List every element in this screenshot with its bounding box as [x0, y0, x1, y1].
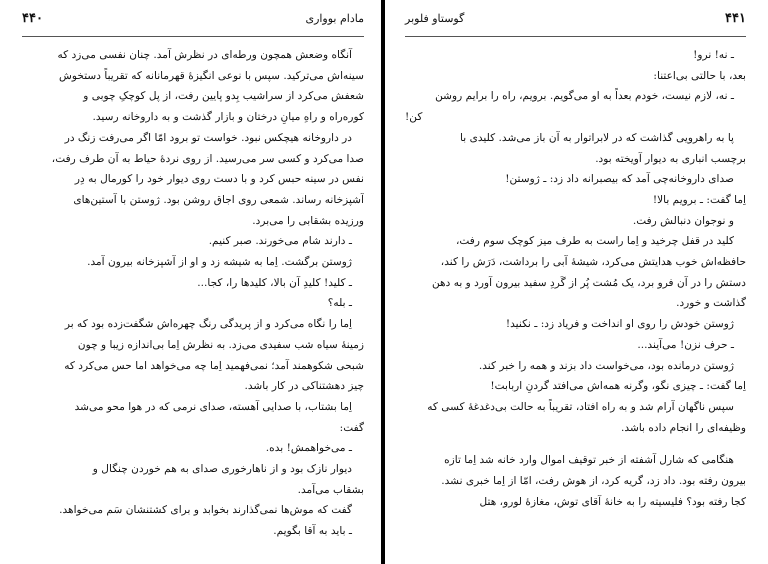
left-page-title: مادام بوواری: [305, 11, 364, 25]
text-line: ـ کلید! کلیدِ آن بالا، کلیدها را، کجا...: [197, 276, 352, 289]
text-line: ژوستن خودش را روی او انداخت و فریاد زد: ـ نکنید!: [505, 318, 734, 331]
text-line: ـ بله؟: [327, 297, 352, 310]
text-line: ـ باید به آقا بگویم.: [273, 525, 352, 538]
text-line: ـ می‌خواهمش! بده.: [265, 442, 352, 455]
text-line: بشقاب می‌آمد.: [297, 483, 364, 496]
text-line: چیز دهشتناکی در کار باشد.: [244, 380, 364, 393]
text-line: کلید در قفل چرخید و اِما راست به طرف میز کوچک سوم رفت،: [455, 235, 734, 248]
text-line: نفس در سینه حبس کرد و با دست روی دیوار خود را کورمال به دِر: [74, 173, 364, 186]
text-line: سپس ناگهان آرام شد و به راه افتاد، تقریباً به حالت بی‌دغدغهٔ کسی که: [427, 400, 734, 413]
text-line: آنگاه وضعش همچون ورطه‌ای در نظرش آمد. چنان نفسی می‌زد که: [57, 49, 352, 61]
text-line: پا به راهرویی گذاشت که در لابراتوار به آن باز می‌شد. کلیدی با: [460, 131, 734, 144]
text-line: صدا می‌کرد و کسی سر می‌رسید. از روی نردهٔ حیاط به آن طرف رفت،: [51, 152, 364, 165]
right-page-title: گوستاو فلوبر: [405, 11, 465, 25]
text-line: هنگامی که شارل آشفته از خبر توقیف اموال وارد خانه شد اِما تازه: [444, 454, 734, 467]
right-page: [385, 0, 768, 564]
right-page-header: [405, 0, 746, 37]
text-line: بیرون رفته بود. داد زد، گریه کرد، از هوش رفت، امّا از اِما خبری نشد.: [441, 475, 746, 488]
left-page-number: ۴۴۰: [22, 10, 43, 26]
left-page-text: [22, 45, 364, 542]
text-line: اِما گفت: ـ چیزی نگو، وگرنه همه‌اش می‌افتد گردنِ اربابت!: [490, 380, 746, 393]
text-line: کجا رفته بود؟ فلیسیته را به خانهٔ آقای توش، مغازهٔ لورو، هتل: [479, 495, 746, 508]
right-page-number: ۴۴۱: [725, 10, 746, 26]
text-line: ژوستن درمانده بود، می‌خواست داد بزند و همه را خبر کند.: [478, 359, 734, 372]
text-line: بعد، با حالتی بی‌اعتنا:: [653, 69, 746, 82]
text-line: کوره‌راه و راهِ میانِ درختان و بازار گذشت و به داروخانه رسید.: [92, 111, 364, 124]
text-line: و نوجوان دنبالش رفت.: [632, 214, 734, 227]
text-line: اِما را نگاه می‌کرد و از پریدگی رنگ چهره‌اش شگفت‌زده بود که بر: [64, 318, 352, 331]
text-line: دیوار نازک بود و از ناهارخوری صدای به هم خوردن چنگال و: [92, 463, 352, 476]
left-page: [0, 0, 382, 564]
text-line: آشپزخانه رساند. شمعی روی اجاق روشن بود. ژوستن با آستین‌های: [73, 193, 364, 206]
text-line: در داروخانه هیچکس نبود. خواست تو برود امّا اگر می‌رفت زنگ در: [64, 131, 352, 144]
text-line: برچسب انباری به دیوار آویخته بود.: [595, 152, 746, 165]
text-line: زمینهٔ سیاه شب سفیدی می‌زد. به نظرش اِما بی‌اندازه زیبا و چون: [77, 338, 364, 351]
text-line: حافظه‌اش خوب هدایتش می‌کرد، شیشهٔ آبی را برداشت، دَرَش را کند،: [440, 256, 746, 269]
text-line: گفت:: [339, 421, 364, 434]
text-line: سینه‌اش می‌ترکید. سپس با نوعی انگیزهٔ قهرمانانه که تقریباً دستخوش: [58, 69, 364, 82]
text-line: ژوستن برگشت. اِما به شیشه زد و او از آشپزخانه بیرون آمد.: [87, 256, 352, 269]
text-line: ـ دارند شام می‌خورند. صبر کنیم.: [208, 235, 352, 248]
text-line: گفت که موش‌ها نمی‌گذارند بخوابد و برای کشتنشان سَم می‌خواهد.: [59, 504, 352, 517]
text-line: ـ حرف نزن! می‌آیند...: [637, 338, 734, 351]
text-line: اِما بشتاب، با صدایی آهسته، صدای نرمی که در هوا محو می‌شد: [74, 400, 352, 413]
text-line: ـ نه، لازم نیست، خودم بعداً به او می‌گویم. برویم، راه را برایم روشن: [435, 90, 734, 103]
text-line: گذاشت و خورد.: [676, 297, 746, 310]
text-line: ـ نه! نرو!: [693, 49, 734, 61]
text-line: شبحی شکوهمند آمد؛ نمی‌فهمید اِما چه می‌خواهد اما حس می‌کرد که: [64, 359, 364, 372]
left-page-header: [22, 0, 364, 37]
text-line: کن!: [405, 111, 423, 124]
text-line: اِما گفت: ـ برویم بالا!: [652, 193, 746, 206]
text-line: ورزیده بشقابی را می‌برد.: [252, 214, 364, 227]
text-line: صدای داروخانه‌چی آمد که بیصبرانه داد زد: ـ ژوستن!: [505, 173, 734, 186]
right-page-text: [405, 45, 746, 512]
text-line: وظیفه‌ای را انجام داده باشد.: [621, 421, 746, 434]
text-line: شعفش می‌کرد از سراشیب بِدو پایین رفت، از پل کوچکِ چوبی و: [83, 90, 364, 103]
text-line: دستش را در آن فرو برد، یک مُشت پُر از گَردِ سفید بیرون آورد و به دهن: [431, 276, 746, 289]
